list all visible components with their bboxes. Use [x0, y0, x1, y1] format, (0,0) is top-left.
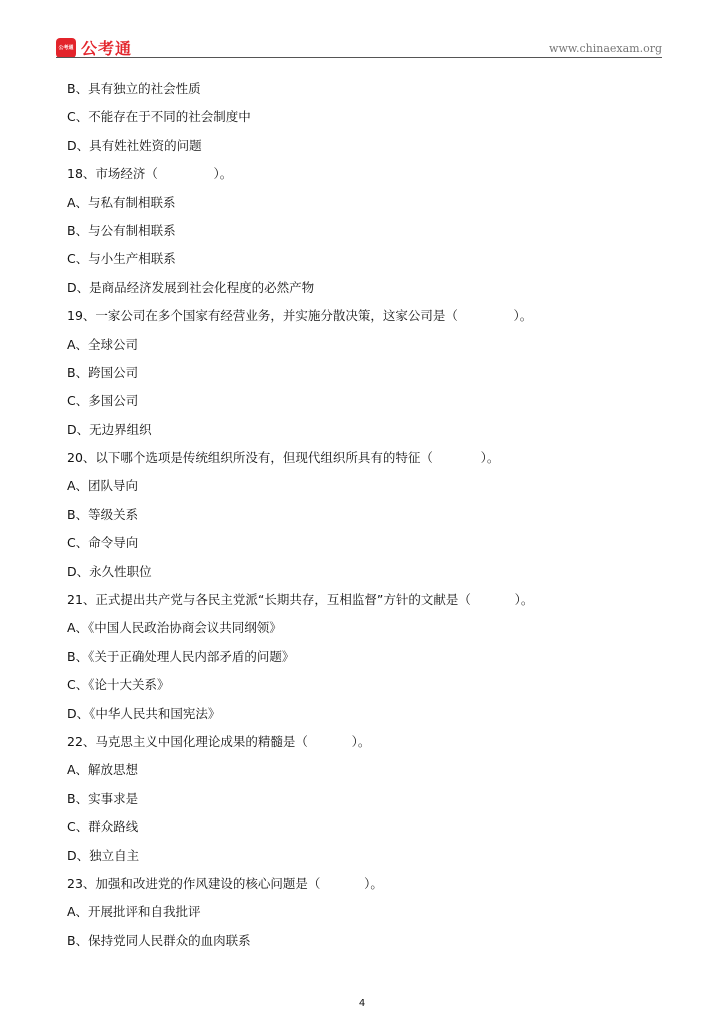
question-stem: 22、马克思主义中国化理论成果的精髓是（ ）。	[67, 733, 371, 749]
answer-option: D、具有姓社姓资的问题	[67, 137, 202, 153]
question-stem: 20、以下哪个选项是传统组织所没有，但现代组织所具有的特征（ ）。	[67, 450, 500, 466]
answer-option: D、独立自主	[67, 847, 140, 863]
answer-option: A、解放思想	[67, 762, 139, 778]
answer-option: C、多国公司	[67, 393, 139, 409]
answer-option: C、与小生产相联系	[67, 251, 176, 267]
answer-option: A、全球公司	[67, 336, 139, 352]
page-number: 4	[358, 998, 366, 1009]
answer-option: D、《中华人民共和国宪法》	[67, 705, 221, 721]
page-header	[56, 36, 662, 58]
answer-option: B、与公有制相联系	[67, 222, 176, 238]
answer-option: A、《中国人民政治协商会议共同纲领》	[67, 620, 282, 636]
question-stem: 23、加强和改进党的作风建设的核心问题是（ ）。	[67, 875, 383, 891]
answer-option: D、是商品经济发展到社会化程度的必然产物	[67, 279, 315, 295]
answer-option: D、永久性职位	[67, 563, 152, 579]
answer-option: B、保持党同人民群众的血肉联系	[67, 932, 251, 948]
question-stem: 19、一家公司在多个国家有经营业务，并实施分散决策，这家公司是（ ）。	[67, 308, 533, 324]
answer-option: C、命令导向	[67, 535, 139, 551]
logo-text: 公考通	[81, 39, 133, 58]
question-stem: 21、正式提出共产党与各民主党派“长期共存，互相监督”方针的文献是（ ）。	[67, 592, 534, 608]
logo	[56, 36, 132, 59]
answer-option: B、实事求是	[67, 790, 139, 806]
header-divider	[56, 57, 662, 58]
answer-option: A、团队导向	[67, 478, 139, 494]
answer-option: A、开展批评和自我批评	[67, 904, 201, 920]
answer-option: B、跨国公司	[67, 364, 139, 380]
answer-option: B、《关于正确处理人民内部矛盾的问题》	[67, 648, 295, 664]
answer-option: C、群众路线	[67, 819, 139, 835]
answer-option: C、不能存在于不同的社会制度中	[67, 109, 251, 125]
answer-option: B、具有独立的社会性质	[67, 81, 201, 96]
question-stem: 18、市场经济（ ）。	[67, 166, 233, 182]
answer-option: C、《论十大关系》	[67, 677, 170, 693]
answer-option: B、等级关系	[67, 506, 139, 522]
question-content	[67, 80, 667, 960]
answer-option: D、无边界组织	[67, 421, 152, 437]
logo-badge-icon: 公考通	[56, 38, 76, 58]
answer-option: A、与私有制相联系	[67, 194, 176, 210]
site-url: www.chinaexam.org	[549, 42, 662, 55]
